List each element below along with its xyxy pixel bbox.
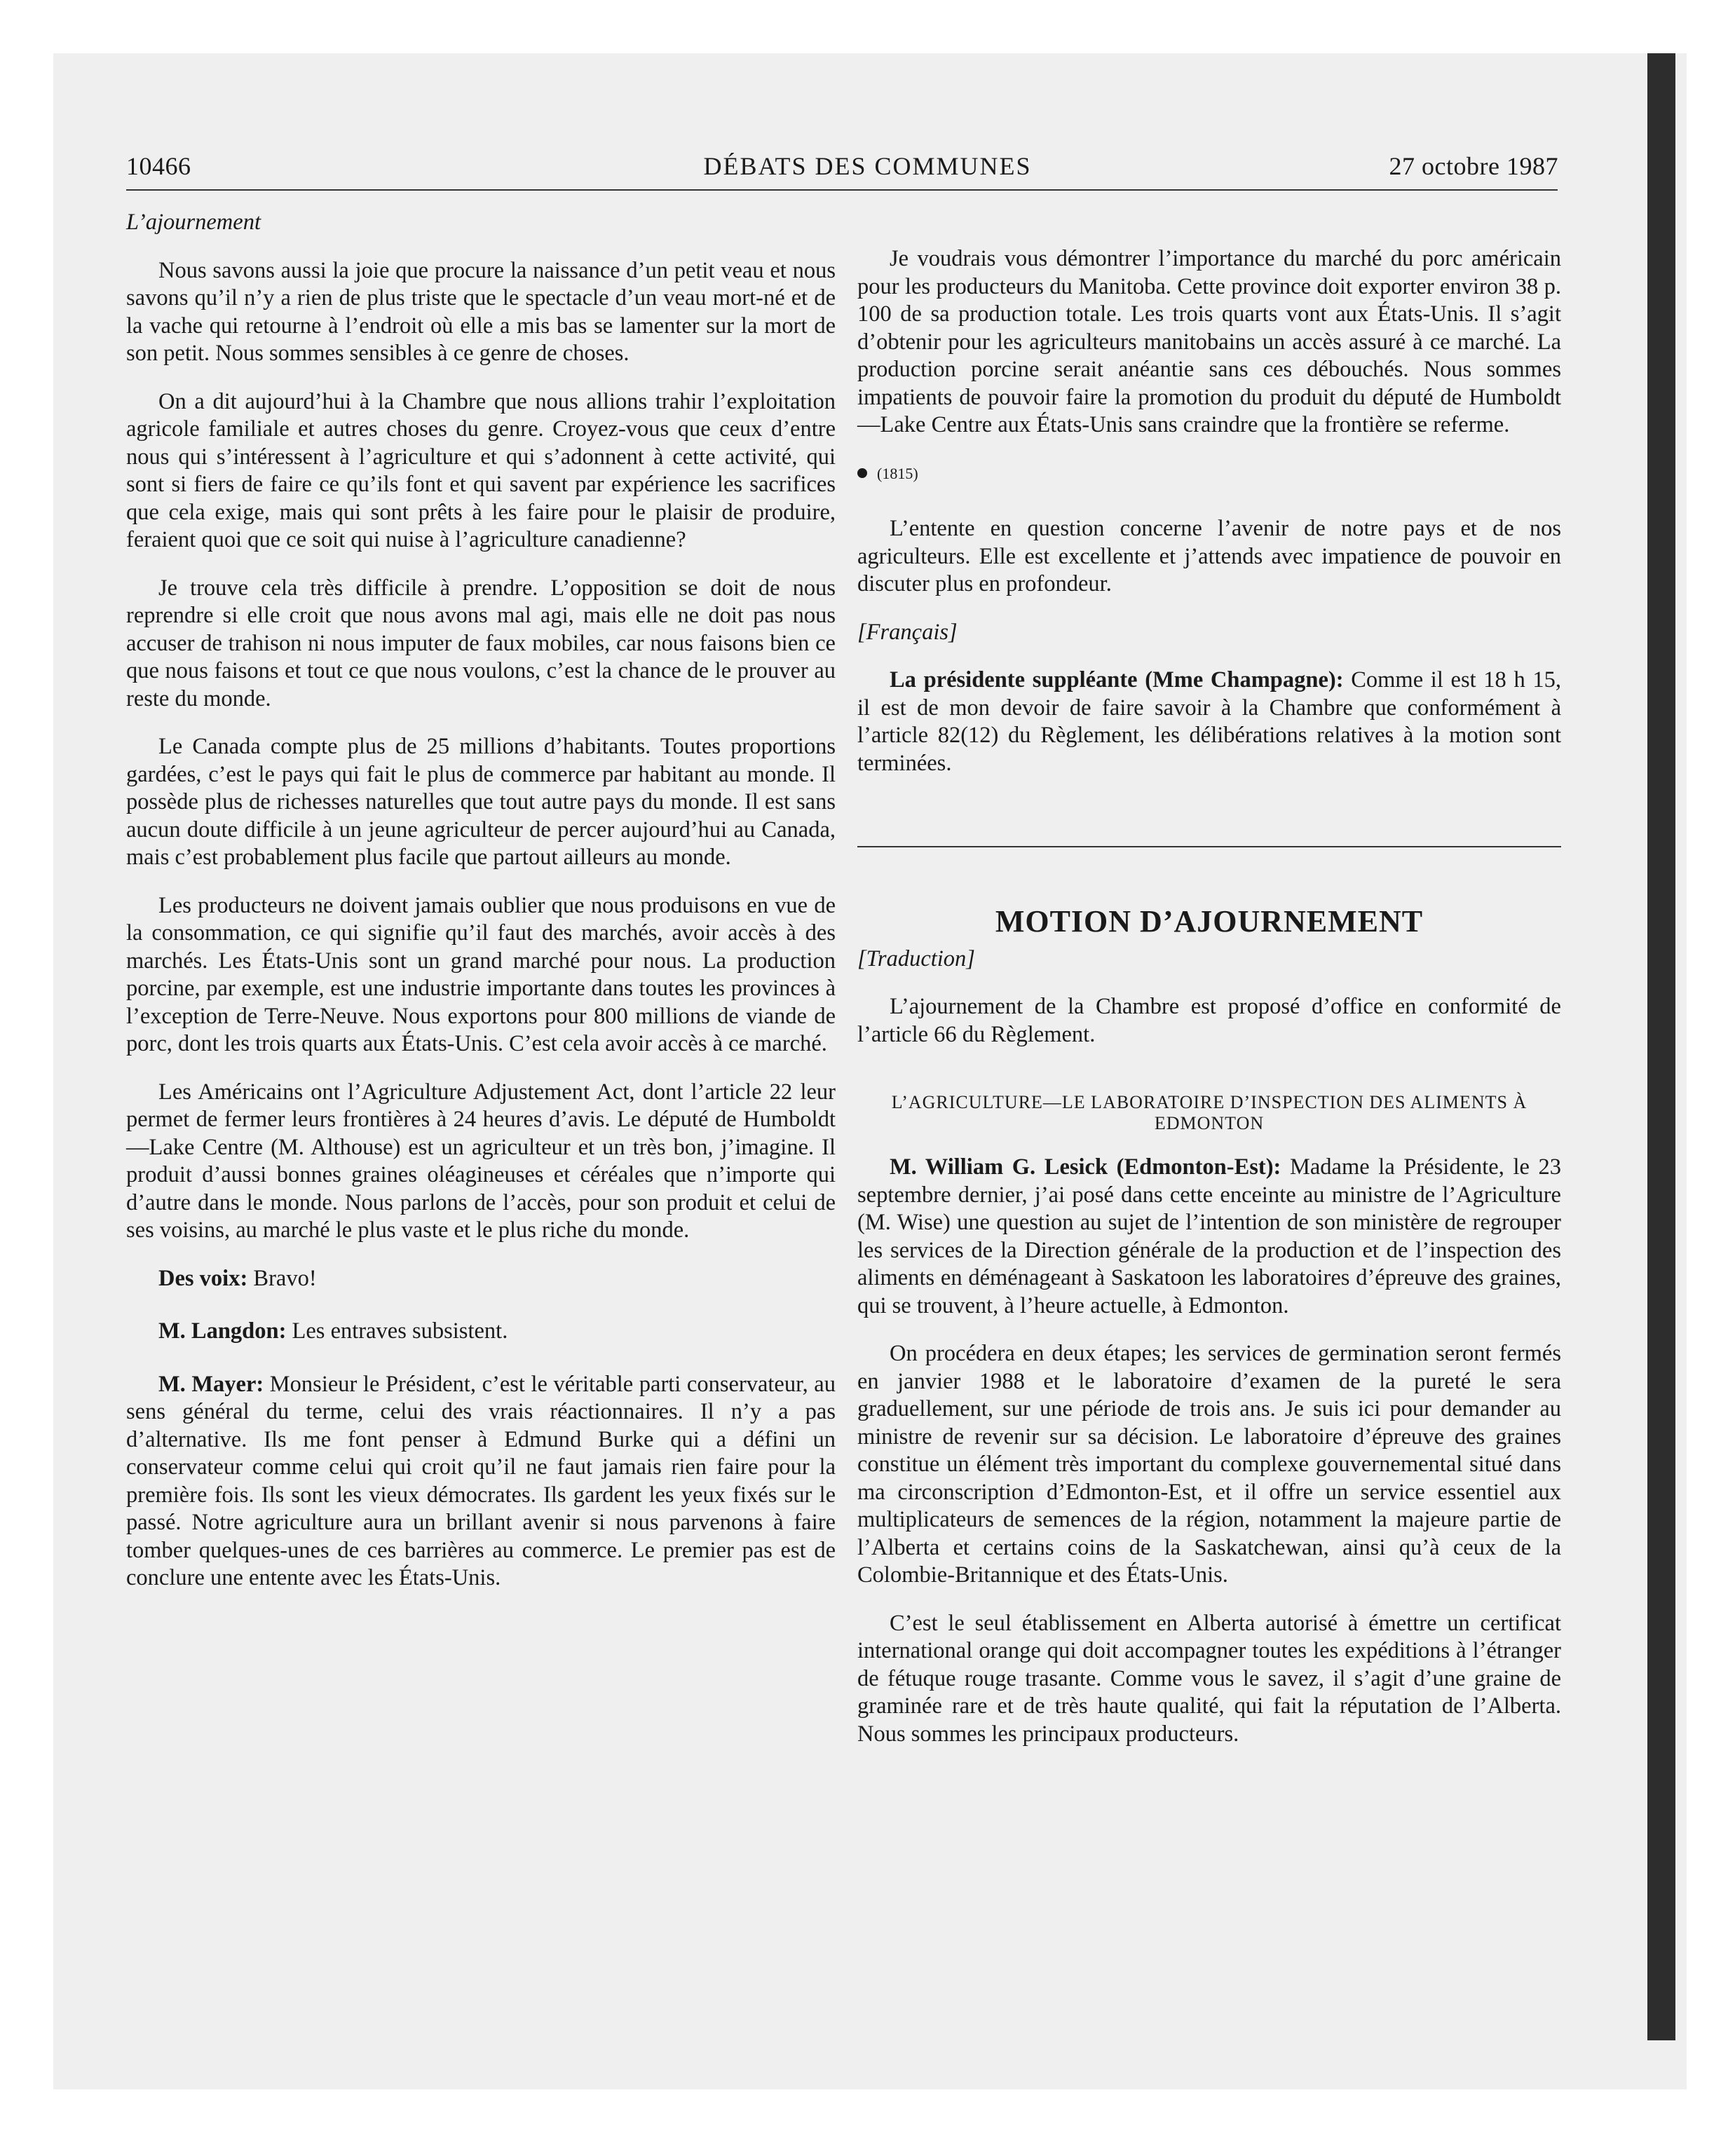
bullet-icon [857,468,867,478]
speaker-name: M. Langdon: [158,1318,287,1344]
paragraph: On procédera en deux étapes; les services de germination seront fermés en janvier 1988 et le laboratoire d’examen de la pureté le sera graduellement, sur une période de trois ans. Je suis ici pour demander au ministre de revenir sur sa décision. Le laboratoire d’épreuve des graines constitue un élément très important du complexe gouvernemental situé dans ma circonscription d’Edmonton-Est, et il offre un service essentiel aux multiplicateurs de semences de la région, notamment la majeure partie de l’Alberta et certains coins de la Saskatchewan, ainsi qu’à ceux de la Colombie-Britannique et des États-Unis. [857,1341,1561,1588]
speaker-name: Des voix: [158,1265,248,1291]
paragraph: On a dit aujourd’hui à la Chambre que nous allions trahir l’exploitation agricole familiale et autres choses du genre. Croyez-vous que ceux d’entre nous qui s’intéressent à l’agriculture et qui s’adonnent à cette activité, qui sont si fiers de faire ce qu’ils font et qui savent par expérience les sacrifices que cela exige, mais qui sont prêts à les faire pour le plaisir de produire, feraient quoi que ce soit qui nuise à l’agriculture canadienne? [126,388,836,552]
paragraph: L’entente en question concerne l’avenir de notre pays et de nos agriculteurs. Elle est excellente et j’attends avec impatience de pouvoir en discuter plus en profondeur. [857,516,1561,596]
paragraph: Je voudrais vous démontrer l’importance du marché du porc américain pour les producteurs du Manitoba. Cette province doit exporter environ 38 p. 100 de sa production totale. Les trois quarts vont aux États-Unis. Il s’agit d’obtenir pour les agriculteurs manitobains un accès assuré à ce marché. La production porcine serait anéantie sans ces débouchés. Nous sommes impatients de pouvoir faire la promotion du produit du député de Humboldt—Lake Centre aux États-Unis sans craindre que la frontière se referme. [857,246,1561,437]
topic-heading: L’AGRICULTURE—LE LABORATOIRE D’INSPECTION DES ALIMENTS À EDMONTON [891,1092,1528,1133]
speech-langdon [126,1318,836,1346]
section-heading: MOTION D’AJOURNEMENT [995,904,1424,939]
running-title: DÉBATS DES COMMUNES [703,152,1032,180]
speaker-name: M. Mayer: [158,1371,264,1397]
paragraph: C’est le seul établissement en Alberta autorisé à émettre un certificat international orange qui doit accompagner toutes les expéditions à l’étranger de fétuque rouge trasante. Comme vous le savez, il s’agit d’une graine de graminée rare et de très haute qualité, qui fait la réputation de l’Alberta. Nous sommes les principaux producteurs. [857,1610,1561,1747]
speech-text: Comme il est 18 h 15, il est de mon devoir de faire savoir à la Chambre que conformément à l’article 82(12) du Règlement, les délibérations relatives à la motion sont terminées. [857,667,1562,776]
header-rule [126,189,1558,191]
scan-edge-shadow [1647,53,1675,2040]
speech-voices [126,1265,836,1293]
right-column [857,245,1561,1768]
speech-text: Les entraves subsistent. [286,1318,508,1344]
time-stamp-text: (1815) [877,464,918,482]
speaker-name: La présidente suppléante (Mme Champagne): [890,667,1344,692]
paragraph: Le Canada compte plus de 25 millions d’habitants. Toutes proportions gardées, c’est le pays qui fait le plus de commerce par habitant au monde. Il possède plus de richesses naturelles que tout autre pays du monde. Il est sans aucun doute difficile à un jeune agriculteur de percer aujourd’hui au Canada, mais c’est probablement plus facile que partout ailleurs au monde. [126,734,836,870]
paragraph: Je trouve cela très difficile à prendre. L’opposition se doit de nous reprendre si elle croit que nous avons mal agi, mais elle ne doit pas nous accuser de trahison ni nous imputer de faux mobiles, car nous faisons bien ce que nous faisons et tout ce que nous voulons, c’est la chance de le prouver au reste du monde. [126,575,836,711]
speaker-name: M. William G. Lesick (Edmonton-Est): [890,1154,1281,1180]
page-number: 10466 [126,152,191,180]
section-rule [857,846,1561,847]
paragraph: Nous savons aussi la joie que procure la naissance d’un petit veau et nous savons qu’il n’y a rien de plus triste que le spectacle d’un veau mort-né et de la vache qui retourne à l’endroit où elle a mis bas se lamenter sur la mort de son petit. Nous sommes sensibles à ce genre de choses. [126,257,836,366]
speech-text: Madame la Présidente, le 23 septembre dernier, j’ai posé dans cette enceinte au ministre de l’Agriculture (M. Wise) une question au sujet de l’intention de son ministère de regrouper les services de la Direction générale de la production et de l’inspection des aliments en déménageant à Saskatoon les laboratoires d’épreuve des graines, qui se trouvent, à l’heure actuelle, à Edmonton. [857,1154,1561,1318]
paragraph: L’ajournement de la Chambre est proposé d’office en conformité de l’article 66 du Règlement. [857,994,1561,1047]
speech-mayer [126,1371,836,1592]
speech-lesick [857,1154,1561,1320]
language-tag: [Français] [857,619,958,645]
paragraph: Les producteurs ne doivent jamais oublier que nous produisons en vue de la consommation, ce qui signifie qu’il faut des marchés, avoir accès à des marchés. Les États-Unis sont un grand marché pour nous. La production porcine, par exemple, est une industrie importante dans toutes les provinces à l’exception de Terre-Neuve. Nous exportons pour 800 millions de viande de porc, dont les trois quarts aux États-Unis. C’est cela avoir accès à ce marché. [126,892,836,1056]
left-column [126,209,836,1613]
language-tag: [Traduction] [857,946,975,971]
speech-chair [857,667,1561,777]
speech-text: Monsieur le Président, c’est le véritable parti conservateur, au sens général du terme, celui des vrais réactionnaires. Il n’y a pas d’alternative. Ils me font penser à Edmund Burke qui a défini un conservateur comme celui qui croit qu’il ne faut jamais rien faire pour la première fois. Ils sont les vieux démocrates. Ils gardent les yeux fixés sur le passé. Notre agriculture aura un brillant avenir si nous parvenons à faire tomber quelques-unes de ces barrières au commerce. Le premier pas est de conclure une entente avec les États-Unis. [126,1371,836,1590]
paragraph: Les Américains ont l’Agriculture Adjustement Act, dont l’article 22 leur permet de fermer leurs frontières à 24 heures d’avis. Le député de Humboldt—Lake Centre (M. Althouse) est un agriculteur et un très bon, j’imagine. Il produit d’aussi bonnes graines oléagineuses et céréales que n’importe qui d’autre dans le monde. Nous parlons de l’accès, pour son produit et celui de ses voisins, au marché le plus vaste et le plus riche du monde. [126,1079,836,1243]
speech-text: Bravo! [247,1265,317,1291]
time-stamp [857,460,1561,488]
page-date: 27 octobre 1987 [1389,152,1558,180]
subheading: L’ajournement [126,210,261,235]
